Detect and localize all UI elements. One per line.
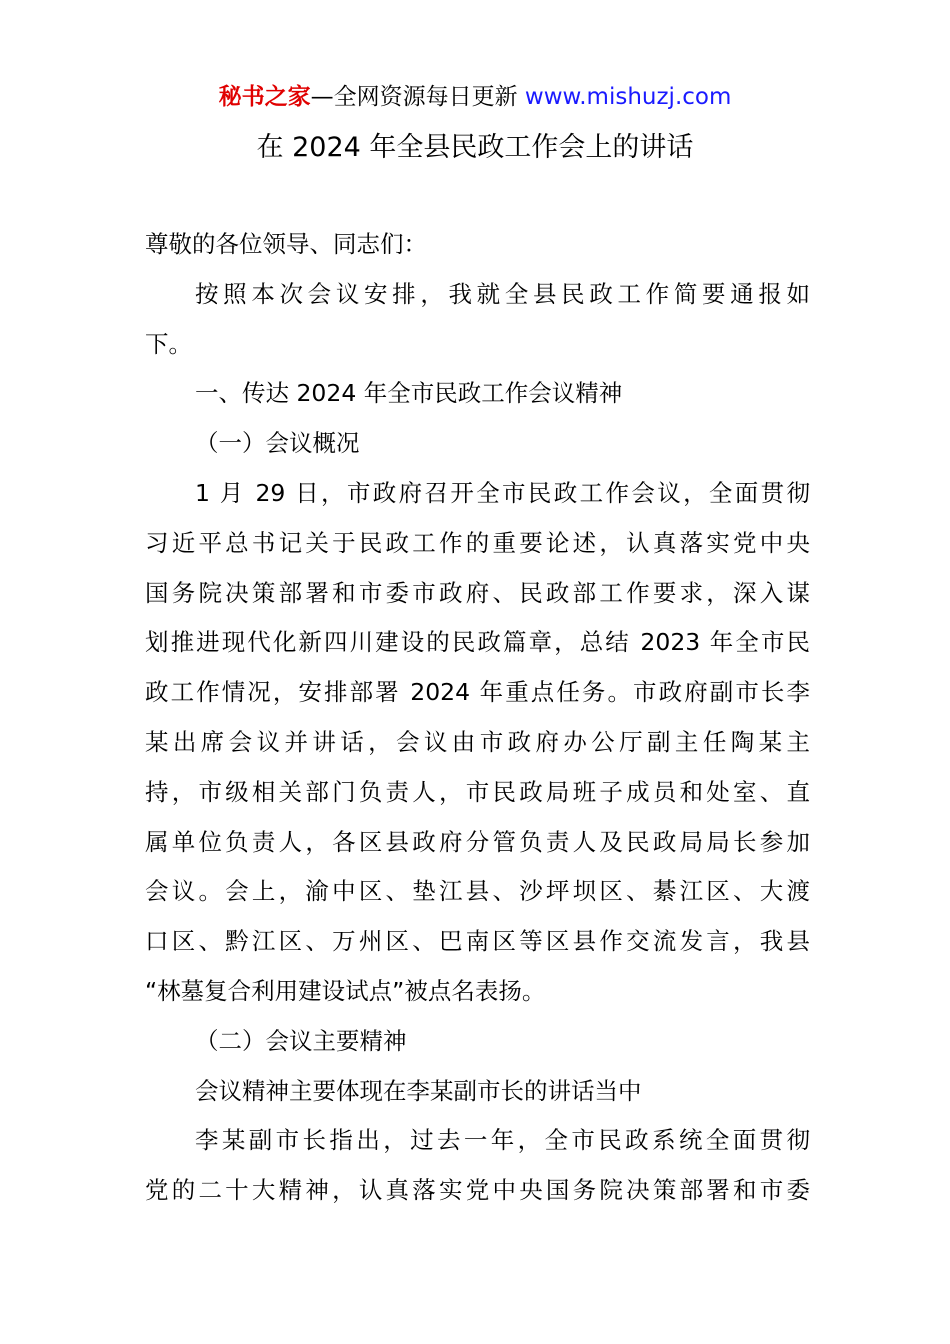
text-line: 政工作情况，安排部署 2024 年重点任务。市政府副市长李 <box>145 678 810 707</box>
text-line: 属单位负责人，各区县政府分管负责人及民政局局长参加 <box>145 827 810 856</box>
section-heading <box>145 369 810 419</box>
text-line: 国务院决策部署和市委市政府、民政部工作要求，深入谋 <box>145 578 810 607</box>
text-line: 口区、黔江区、万州区、巴南区等区县作交流发言，我县 <box>145 927 810 956</box>
text-line: “林墓复合利用建设试点”被点名表扬。 <box>145 976 546 1005</box>
document-body <box>145 220 810 1216</box>
paragraph-vice-mayor <box>145 1116 810 1216</box>
subsection-heading-line: （一）会议概况 <box>195 429 360 458</box>
document-title: 在 2024 年全县民政工作会上的讲话 <box>256 132 694 163</box>
text-line: 划推进现代化新四川建设的民政篇章，总结 2023 年全市民 <box>145 628 810 657</box>
paragraph-spirit-intro <box>145 1067 810 1117</box>
section-heading-line: 一、传达 2024 年全市民政工作会议精神 <box>195 379 623 408</box>
text-line: 李某副市长指出，过去一年，全市民政系统全面贯彻 <box>195 1126 810 1155</box>
subsection-heading-line: （二）会议主要精神 <box>195 1026 407 1055</box>
salutation-line: 尊敬的各位领导、同志们： <box>145 230 427 258</box>
text-line: 1 月 29 日，市政府召开全市民政工作会议，全面贯彻 <box>195 478 810 507</box>
header-tagline: —全网资源每日更新 <box>310 84 518 110</box>
salutation <box>145 220 810 270</box>
text-line: 党的二十大精神，认真落实党中央国务院决策部署和市委 <box>145 1176 810 1205</box>
text-line: 下。 <box>145 329 192 358</box>
text-line: 习近平总书记关于民政工作的重要论述，认真落实党中央 <box>145 528 810 557</box>
text-line: 按照本次会议安排，我就全县民政工作简要通报如 <box>195 279 810 308</box>
site-link[interactable]: www.mishuzj.com <box>524 84 732 110</box>
subsection-heading <box>145 419 810 469</box>
text-line: 会议。会上，渝中区、垫江县、沙坪坝区、綦江区、大渡 <box>145 877 810 906</box>
site-header <box>0 82 950 112</box>
brand-name: 秘书之家 <box>218 84 311 110</box>
paragraph-intro <box>145 270 810 370</box>
text-line: 会议精神主要体现在李某副市长的讲话当中 <box>195 1076 642 1105</box>
paragraph-overview <box>145 469 810 1017</box>
subsection-heading <box>145 1017 810 1067</box>
text-line: 某出席会议并讲话，会议由市政府办公厅副主任陶某主 <box>145 727 810 756</box>
text-line: 持，市级相关部门负责人，市民政局班子成员和处室、直 <box>145 777 810 806</box>
